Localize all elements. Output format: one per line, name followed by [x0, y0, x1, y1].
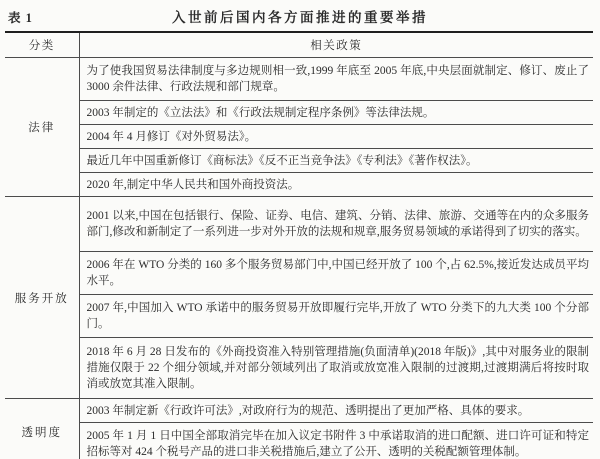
policy-cell: 为了使我国贸易法律制度与多边规则相一致,1999 年底至 2005 年底,中央层面就制定、修订、废止了 3000 余件法律、行政法规和部门规章。 — [86, 65, 589, 93]
column-header-category: 分类 — [5, 32, 79, 58]
table-row — [5, 338, 593, 399]
policy-cell: 最近几年中国重新修订《商标法》《反不正当竞争法》《专利法》《著作权法》。 — [79, 149, 593, 173]
table-row — [5, 423, 593, 459]
column-header-policy: 相关政策 — [79, 32, 593, 58]
policy-cell: 2005 年 1 月 1 日中国全部取消完毕在加入议定书附件 3 中承诺取消的进口配额、进口许可证和特定招标等对 424 个税号产品的进口非关税措施后,建立了公开、透明的关税配额管理体制。 — [79, 423, 593, 459]
table-caption-bar — [0, 0, 600, 31]
policy-cell: 2001 以来,中国在包括银行、保险、证券、电信、建筑、分销、法律、旅游、交通等在内的众多服务部门,修改和新制定了一系列进一步对外开放的法规和规章,服务贸易领域的承诺得到了切实的落实。 — [79, 197, 593, 252]
table-row — [5, 101, 593, 125]
category-cell-law: 法律 — [5, 58, 79, 197]
table-row — [5, 173, 593, 197]
table-row — [5, 197, 593, 252]
policy-table — [5, 31, 593, 459]
table-row — [5, 252, 593, 295]
category-cell-transparency: 透明度 — [5, 399, 79, 459]
table-row — [5, 399, 593, 423]
policy-cell: 2006 年在 WTO 分类的 160 多个服务贸易部门中,中国已经开放了 100 个,占 62.5%,接近发达成员平均水平。 — [79, 252, 593, 295]
category-cell-services: 服务开放 — [5, 197, 79, 399]
policy-cell: 2020 年,制定中华人民共和国外商投资法。 — [79, 173, 593, 197]
table-row — [5, 295, 593, 338]
policy-cell: 2003 年制定的《立法法》和《行政法规制定程序条例》等法律法规。 — [79, 101, 593, 125]
table-row — [5, 149, 593, 173]
policy-cell: 2007 年,中国加入 WTO 承诺中的服务贸易开放即履行完毕,开放了 WTO 分类下的九大类 100 个分部门。 — [79, 295, 593, 338]
table-number: 表 1 — [8, 11, 33, 25]
table-row — [5, 58, 593, 101]
policy-cell: 2004 年 4 月修订《对外贸易法》。 — [79, 125, 593, 149]
policy-cell: 2018 年 6 月 28 日发布的《外商投资准入特别管理措施(负面清单)(2018 年版)》,其中对服务业的限制措施仅限于 22 个细分领域,并对部分领域列出了取消或放宽准入限制的过渡期,过渡期满后将按时取消或放宽其准入限制。 — [79, 338, 593, 399]
policy-cell: 2003 年制定新《行政许可法》,对政府行为的规范、透明提出了更加严格、具体的要求。 — [79, 399, 593, 423]
table-row — [5, 125, 593, 149]
header-row — [5, 32, 593, 58]
table-title: 入世前后国内各方面推进的重要举措 — [172, 9, 428, 25]
